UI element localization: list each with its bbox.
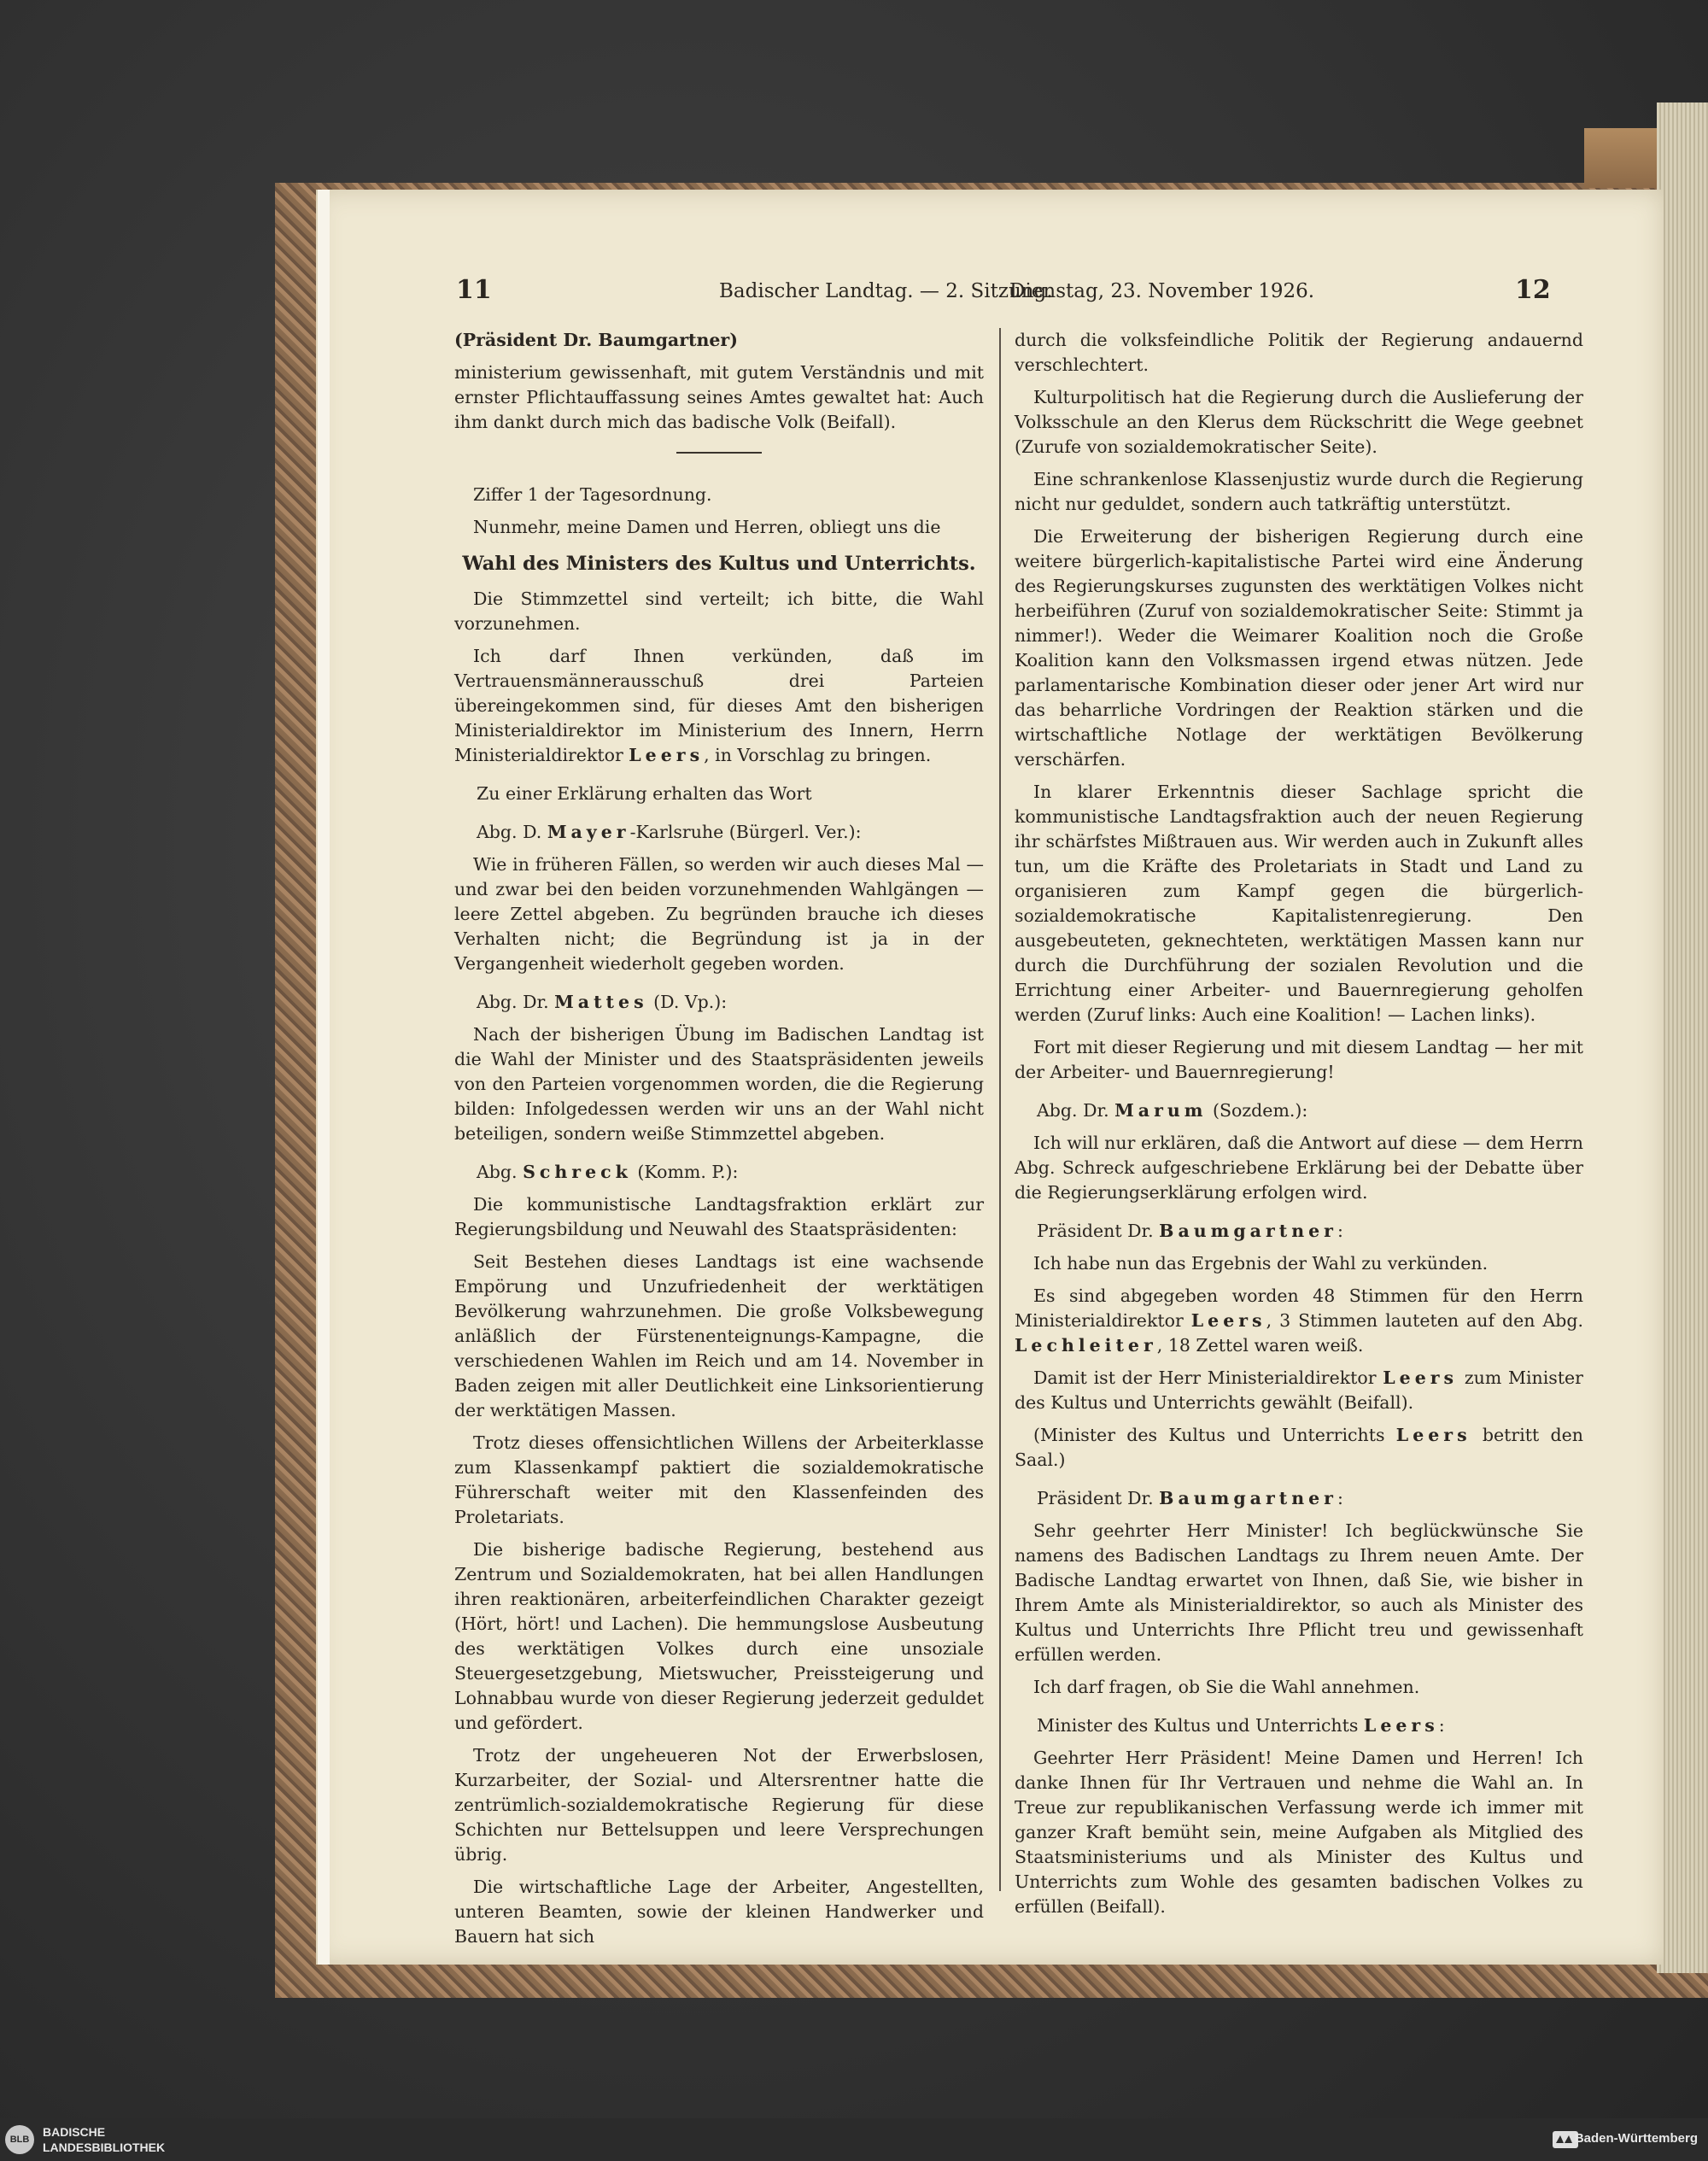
paragraph: Die kommunistische Landtagsfraktion erklärt zur Regierungsbildung und Neuwahl des Staatspräsidenten:	[454, 1194, 984, 1239]
speaker-label: Abg. D. Mayer-Karlsruhe (Bürgerl. Ver.):	[477, 822, 862, 842]
paragraph: Ich darf Ihnen verkünden, daß im Vertrauensmännerausschuß drei Parteien übereingekommen sind, für dieses Amt den bisherigen Ministerialdirektor im Ministerium des Innern, Herrn Ministerialdirektor Leers, in Vorschlag zu bringen.	[454, 646, 984, 765]
section-heading: Wahl des Ministers des Kultus und Unterrichts.	[462, 553, 976, 575]
spaced-name: Leers	[629, 745, 705, 765]
page-number-left: 11	[456, 275, 492, 305]
paragraph: Fort mit dieser Regierung und mit diesem Landtag — her mit der Arbeiter- und Bauernregierung!	[1015, 1037, 1583, 1082]
footer-bar	[0, 2118, 1708, 2161]
paragraph: Damit ist der Herr Ministerialdirektor Leers zum Minister des Kultus und Unterrichts gewählt (Beifall).	[1015, 1367, 1583, 1413]
paragraph: Seit Bestehen dieses Landtags ist eine wachsende Empörung und Unzufriedenheit der werktätigen Bevölkerung wahrzunehmen. Die große Volksbewegung anläßlich der Fürstenenteignungs-Kampagne, die verschiedenen Wahlen im Reich und am 14. November in Baden zeigen mit aller Deutlichkeit eine Linksorientierung der werktätigen Massen.	[454, 1251, 984, 1420]
paragraph: Die wirtschaftliche Lage der Arbeiter, Angestellten, unteren Beamten, sowie der kleinen Handwerker und Bauern hat sich	[454, 1877, 984, 1947]
paragraph: Ziffer 1 der Tagesordnung.	[473, 484, 712, 505]
speaker-label: Minister des Kultus und Unterrichts Leers:	[1037, 1715, 1445, 1736]
paragraph: Trotz der ungeheueren Not der Erwerbslosen, Kurzarbeiter, der Sozial- und Altersrentner hatte die zentrümlich-sozialdemokratische Regierung für diese Schichten nur Bettelsuppen und leere Versprechungen übrig.	[454, 1745, 984, 1865]
paragraph: Die bisherige badische Regierung, bestehend aus Zentrum und Sozialdemokraten, hat bei allen Handlungen ihren reaktionären, arbeiterfeindlichen Charakter gezeigt (Hört, hört! und Lachen). Die hemmungslose Ausbeutung des werktätigen Volkes durch eine unsoziale Steuergesetzgebung, Mietswucher, Preissteigerung und Lohnabbau wurde von dieser Regierung jederzeit geduldet und gefördert.	[454, 1539, 984, 1733]
paragraph: (Minister des Kultus und Unterrichts Leers betritt den Saal.)	[1015, 1425, 1583, 1470]
speaker-label: Präsident Dr. Baumgartner:	[1037, 1488, 1343, 1508]
page-stack	[1657, 102, 1708, 1973]
speaker-label: Präsident Dr. Baumgartner:	[1037, 1221, 1343, 1241]
paragraph: ministerium gewissenhaft, mit gutem Verständnis und mit ernster Pflichtauffassung seines Amtes gewaltet hat: Auch ihm dankt durch mich das badische Volk (Beifall).	[454, 362, 984, 432]
paragraph: Zu einer Erklärung erhalten das Wort	[477, 783, 812, 804]
speaker-label: Abg. Dr. Mattes (D. Vp.):	[477, 992, 728, 1012]
column-divider	[999, 328, 1001, 1891]
paragraph: Es sind abgegeben worden 48 Stimmen für den Herrn Ministerialdirektor Leers, 3 Stimmen lauteten auf den Abg. Lechleiter, 18 Zettel waren weiß.	[1015, 1285, 1584, 1356]
page-inner-margin	[318, 190, 330, 1965]
library-name[interactable]: BADISCHE LANDESBIBLIOTHEK	[43, 2125, 166, 2154]
running-date: Dienstag, 23. November 1926.	[1009, 280, 1315, 302]
paragraph: Eine schrankenlose Klassenjustiz wurde durch die Regierung nicht nur geduldet, sondern auch tatkräftig unterstützt.	[1015, 469, 1583, 514]
page-number-right: 12	[1515, 275, 1551, 305]
paragraph: Die Stimmzettel sind verteilt; ich bitte, die Wahl vorzunehmen.	[454, 589, 984, 634]
paragraph: Geehrter Herr Präsident! Meine Damen und Herren! Ich danke Ihnen für Ihr Vertrauen und nehme die Wahl an. In Treue zur republikanischen Verfassung werde ich immer mit ganzer Kraft bemüht sein, meine Aufgaben als Mitglied des Staatsministeriums und als Minister des Kultus und Unterrichts zum Wohle des gesamten badischen Volkes zu erfüllen (Beifall).	[1015, 1748, 1583, 1917]
paragraph: Die Erweiterung der bisherigen Regierung durch eine weitere bürgerlich-kapitalistische Partei wird eine Änderung des Regierungskurses zugunsten des werktätigen Volkes nicht herbeiführen (Zuruf von sozialdemokratischer Seite: Stimmt ja nimmer!). Weder die Weimarer Koalition noch die Große Koalition kann den Volksmassen irgend etwas nützen. Jede parlamentarische Kombination dieser oder jener Art wird nur das beharrliche Vordringen der Reaktion stärken und die wirtschaftliche Notlage der werktätigen Bevölkerung verschärfen.	[1015, 526, 1583, 770]
baden-wuerttemberg-name[interactable]: Baden-Württemberg	[1574, 2131, 1698, 2146]
speaker-president: (Präsident Dr. Baumgartner)	[454, 330, 738, 350]
speaker-label: Abg. Schreck (Komm. P.):	[477, 1162, 739, 1182]
paragraph: Sehr geehrter Herr Minister! Ich beglückwünsche Sie namens des Badischen Landtags zu Ihrem neuen Amte. Der Badische Landtag erwartet von Ihnen, daß Sie, wie bisher in Ihrem Amte als Ministerialdirektor, so auch als Minister des Kultus und Unterrichts Ihre Pflicht treu und gewissenhaft erfüllen werden.	[1015, 1520, 1583, 1665]
paragraph: Wie in früheren Fällen, so werden wir auch dieses Mal — und zwar bei den beiden vorzunehmenden Wahlgängen — leere Zettel abgeben. Zu begründen brauche ich dieses Verhalten nicht; die Begründung ist ja in der Vergangenheit wiederholt gegeben worden.	[454, 854, 984, 974]
paragraph: Nach der bisherigen Übung im Badischen Landtag ist die Wahl der Minister und des Staatspräsidenten jeweils von den Parteien vorgenommen worden, die die Regierung bilden: Infolgedessen werden wir uns an der Wahl nicht beteiligen, sondern weiße Stimmzettel abgeben.	[454, 1024, 984, 1144]
paragraph: In klarer Erkenntnis dieser Sachlage spricht die kommunistische Landtagsfraktion auch der neuen Regierung ihr schärfstes Mißtrauen aus. Wir werden auch in Zukunft alles tun, um die Kräfte des Proletariats in Stadt und Land zu organisieren zum Kampf gegen die bürgerlich-sozialdemokratische Kapitalistenregierung. Den ausgebeuteten, geknechteten, werktätigen Massen kann nur durch die Durchführung der sozialen Revolution und die Errichtung einer Arbeiter- und Bauernregierung geholfen werden (Zuruf links: Auch eine Koalition! — Lachen links).	[1015, 782, 1583, 1025]
speaker-label: Abg. Dr. Marum (Sozdem.):	[1037, 1100, 1308, 1121]
left-column	[454, 328, 984, 1957]
section-separator	[676, 452, 762, 454]
paragraph: Ich habe nun das Ergebnis der Wahl zu verkünden.	[1033, 1253, 1489, 1274]
right-column	[1015, 328, 1583, 1927]
paragraph: Ich will nur erklären, daß die Antwort auf diese — dem Herrn Abg. Schreck aufgeschriebene Erklärung bei der Debatte über die Regierungserklärung erfolgen wird.	[1015, 1133, 1583, 1203]
paragraph: durch die volksfeindliche Politik der Regierung andauernd verschlechtert.	[1015, 330, 1583, 375]
paragraph: Trotz dieses offensichtlichen Willens der Arbeiterklasse zum Klassenkampf paktiert die sozialdemokratische Führerschaft weiter mit den Klassenfeinden des Proletariats.	[454, 1432, 984, 1527]
blb-logo-icon[interactable]: BLB	[5, 2125, 34, 2154]
paragraph: Kulturpolitisch hat die Regierung durch die Auslieferung der Volksschule an den Klerus dem Rückschritt die Wege geebnet (Zurufe von sozialdemokratischer Seite).	[1015, 387, 1583, 457]
running-title: Badischer Landtag. — 2. Sitzung.	[719, 280, 1053, 302]
paragraph: Nunmehr, meine Damen und Herren, obliegt uns die	[473, 517, 941, 537]
paragraph: Ich darf fragen, ob Sie die Wahl annehmen.	[1033, 1677, 1420, 1697]
